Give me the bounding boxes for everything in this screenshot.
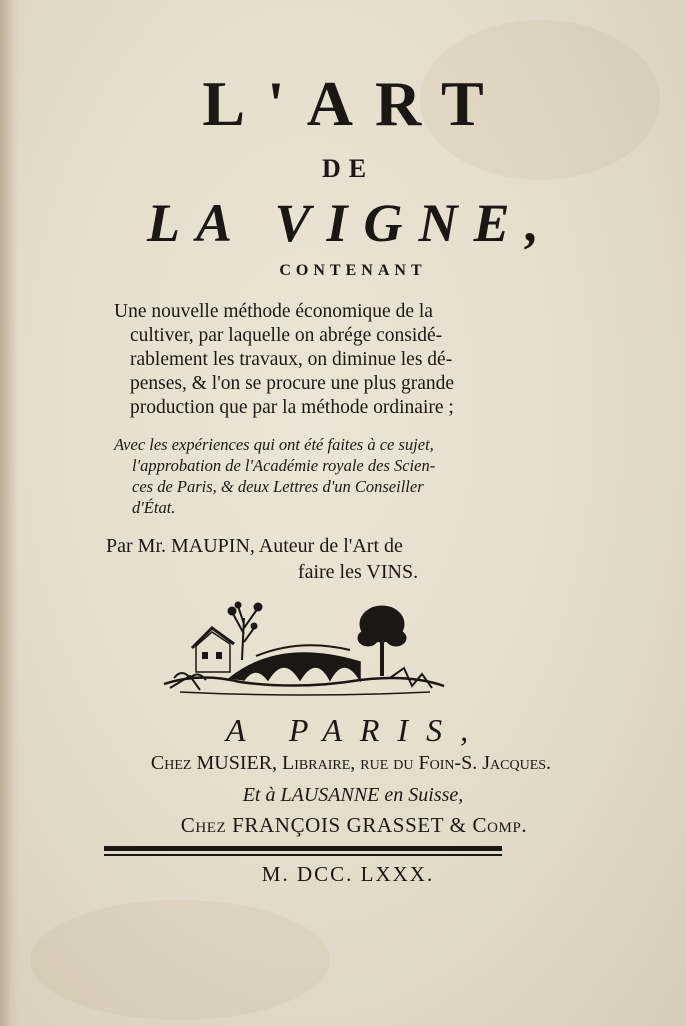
author-line: Par Mr. MAUPIN, Auteur de l'Art de xyxy=(106,535,403,557)
landscape-vignette xyxy=(160,598,450,702)
description-line: rablement les travaux, on diminue les dé- xyxy=(130,349,453,370)
description-line: production que par la méthode ordinaire ; xyxy=(130,397,454,418)
book-subject: LA VIGNE, xyxy=(146,193,556,253)
italic-note-line: d'État. xyxy=(132,498,176,517)
book-title: L'ART xyxy=(202,68,506,139)
description-line: cultiver, par laquelle on abrége considé- xyxy=(130,325,443,346)
author-line-2: faire les VINS. xyxy=(297,561,419,583)
italic-note-line: ces de Paris, & deux Lettres d'un Conseiller xyxy=(132,477,424,496)
description-line: penses, & l'on se procure une plus grande xyxy=(130,373,455,394)
double-rule-thick xyxy=(104,846,502,851)
imprint-city-2: Et à LAUSANNE en Suisse, xyxy=(242,784,464,806)
imprint-publisher-1: Chez MUSIER, Libraire, rue du Foin-S. Jacques. xyxy=(150,752,552,774)
italic-note-line: l'approbation de l'Académie royale des Scien- xyxy=(132,456,436,475)
publication-year: M. DCC. LXXX. xyxy=(261,862,435,886)
italic-note-line: Avec les expériences qui ont été faites à ce sujet, xyxy=(114,435,434,454)
double-rule-thin xyxy=(104,854,502,856)
imprint-city: A PARIS, xyxy=(225,712,487,748)
title-de: DE xyxy=(321,154,375,183)
paper-stain xyxy=(30,900,330,1020)
title-contenant: CONTENANT xyxy=(279,262,427,279)
description-line: Une nouvelle méthode économique de la xyxy=(114,301,433,322)
imprint-publisher-2: Chez FRANÇOIS GRASSET & Comp. xyxy=(180,813,528,837)
